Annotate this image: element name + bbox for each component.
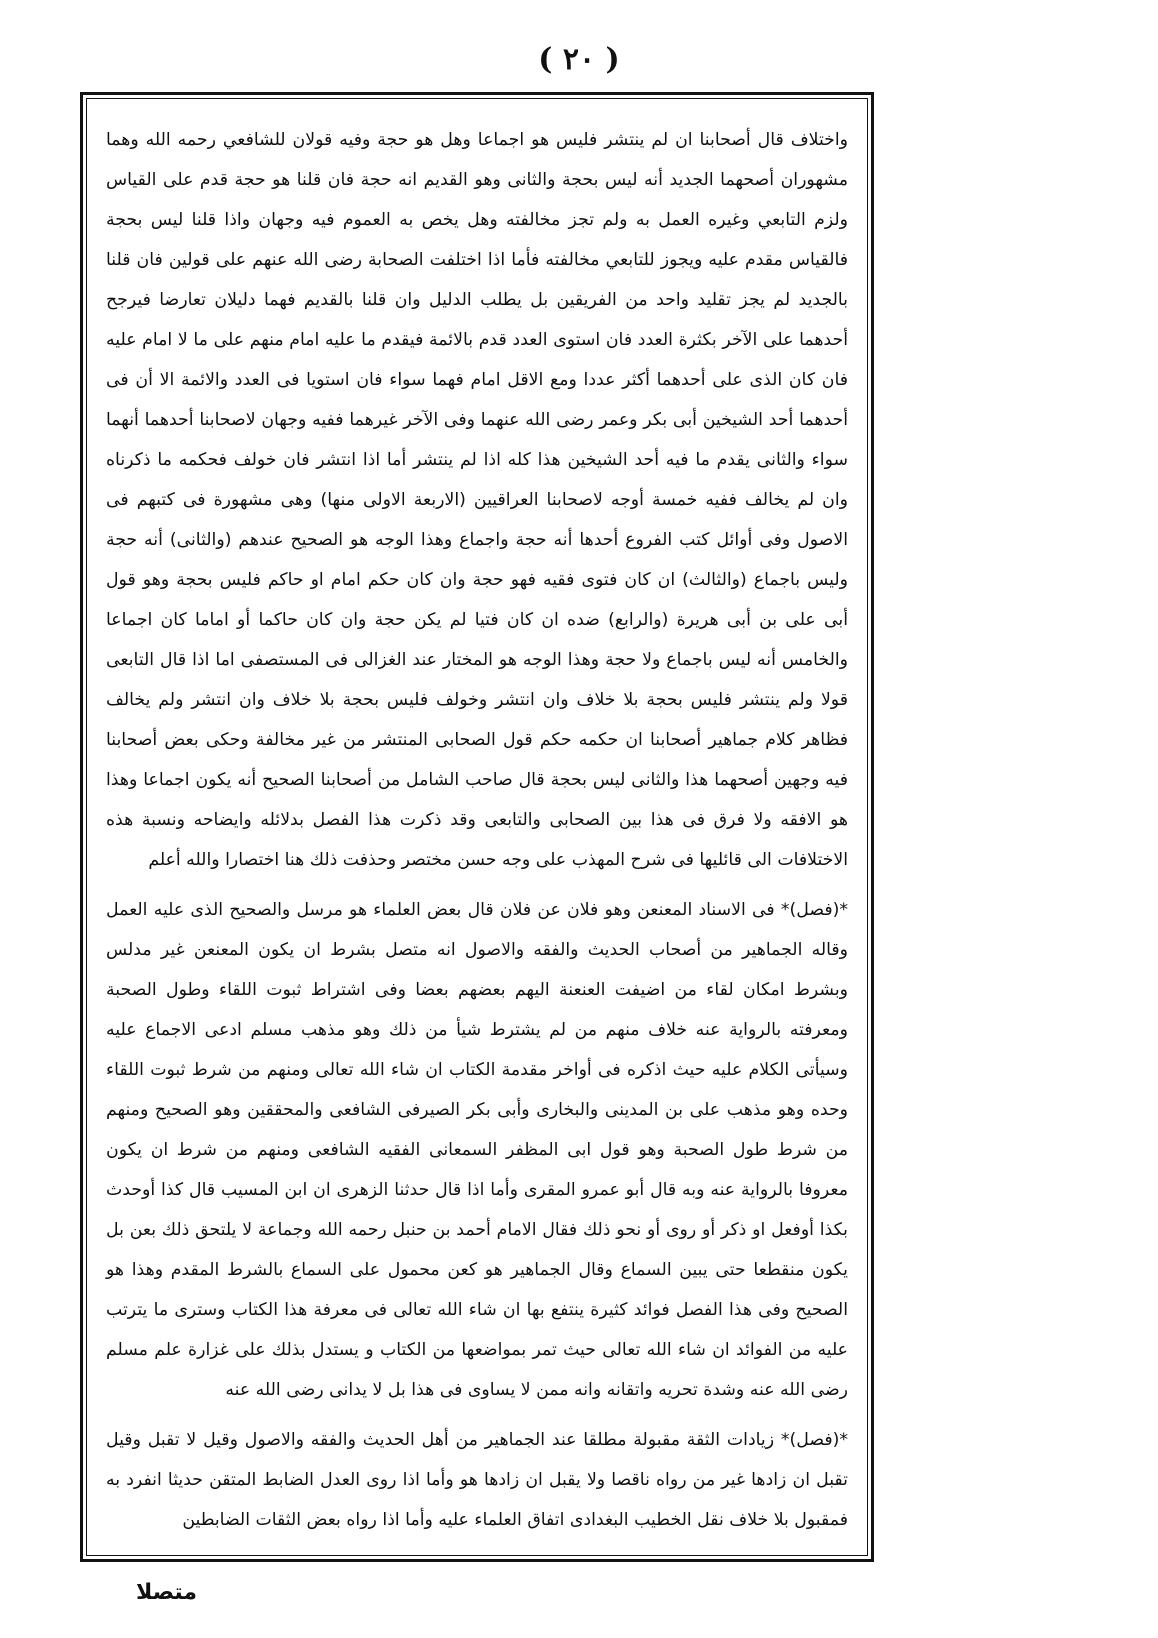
page-number: ( ٢٠ ) xyxy=(538,42,620,77)
paragraph-consensus: واختلاف قال أصحابنا ان لم ينتشر فليس هو اجماعا وهل هو حجة وفيه قولان للشافعي رحمه الله وهما مشهوران أصحهما الجديد أنه ليس بحجة والثانى وهو القديم انه حجة فان قلنا هو حجة قدم على القياس ولزم التابعي وغيره العمل به ولم تجز مخالفته وهل يخص به العموم فيه وجهان واذا قلنا ليس بحجة فالقياس مقدم عليه ويجوز للتابعي مخالفته فأما اذا اختلفت الصحابة رضى الله عنهم على قولين فان قلنا بالجديد لم يجز تقليد واحد من الفريقين بل يطلب الدليل وان قلنا بالقديم فهما دليلان تعارضا فيرجح أحدهما على الآخر بكثرة العدد فان استوى العدد قدم بالائمة فيقدم ما عليه امام منهم على ما لا امام عليه فان كان الذى على أحدهما أكثر عددا ومع الاقل امام فهما سواء فان استويا فى العدد والائمة الا أن فى أحدهما أحد الشيخين أبى بكر وعمر رضى الله عنهما وفى الآخر غيرهما ففيه وجهان لاصحابنا أحدهما أنهما سواء والثانى يقدم ما فيه أحد الشيخين هذا كله اذا لم ينتشر أما اذا انتشر فان خولف فحكمه ما ذكرناه وان لم يخالف ففيه خمسة أوجه لاصحابنا العراقيين (الاربعة الاولى منها) وهى مشهورة فى كتبهم فى الاصول وفى أوائل كتب الفروع أحدها أنه حجة واجماع وهذا الوجه هو الصحيح عندهم (والثانى) أنه حجة وليس باجماع (والثالث) ان كان فتوى فقيه فهو حجة وان كان حكم امام او حاكم فليس بحجة وهو قول أبى على بن أبى هريرة (والرابع) ضده ان كان فتيا لم يكن حجة وان كان حاكما أو اماما كان اجماعا والخامس أنه ليس باجماع ولا حجة وهذا الوجه هو المختار عند الغزالى فى المستصفى اما اذا قال التابعى قولا ولم ينتشر فليس بحجة بلا خلاف وان انتشر وخولف فليس بحجة بلا خلاف وان انتشر ولم يخالف فظاهر كلام جماهير أصحابنا ان حكمه حكم قول الصحابى المنتشر من غير مخالفة وحكى بعض أصحابنا فيه وجهين أصحهما هذا والثانى ليس بحجة قال صاحب الشامل من أصحابنا الصحيح أنه يكون اجماعا وهذا هو الافقه ولا فرق فى هذا بين الصحابى والتابعى وقد ذكرت هذا الفصل بدلائله وايضاحه ونسبة هذه الاختلافات الى قائليها فى شرح المهذب على وجه حسن مختصر وحذفت ذلك هنا اختصارا والله أعلم xyxy=(106,130,848,870)
paragraph-trustworthy-additions: *(فصل)* زيادات الثقة مقبولة مطلقا عند الجماهير من أهل الحديث والفقه والاصول وقيل لا تقبل وقيل تقبل ان زادها غير من رواه ناقصا ولا يقبل ان زادها هو وأما اذا روى العدل الضابط المتقن حديثا انفرد به فمقبول بلا خلاف نقل الخطيب البغدادى اتفاق العلماء عليه وأما اذا رواه بعض الثقات الضابطين xyxy=(106,1430,848,1530)
paragraph-muanan-chain: *(فصل)* فى الاسناد المعنعن وهو فلان عن فلان قال بعض العلماء هو مرسل والصحيح الذى عليه العمل وقاله الجماهير من أصحاب الحديث والفقه والاصول انه متصل بشرط ان يكون المعنعن غير مدلس وبشرط امكان لقاء من اضيفت العنعنة اليهم بعضهم بعضا وفى اشتراط ثبوت اللقاء وطول الصحبة ومعرفته بالرواية عنه خلاف منهم من لم يشترط شيأ من ذلك وهو مذهب مسلم ادعى الاجماع عليه وسيأتى الكلام عليه حيث اذكره فى أواخر مقدمة الكتاب ان شاء الله تعالى ومنهم من شرط ثبوت اللقاء وحده وهو مذهب على بن المدينى والبخارى وأبى بكر الصيرفى الشافعى والمحققين وهو الصحيح ومنهم من شرط طول الصحبة وهو قول ابى المظفر السمعانى الفقيه الشافعى ومنهم من شرط ان يكون معروفا بالرواية عنه وبه قال أبو عمرو المقرى وأما اذا قال حدثنا الزهرى ان ابن المسيب قال كذا أوحدث بكذا أوفعل او ذكر أو روى أو نحو ذلك فقال الامام أحمد بن حنبل رحمه الله وجماعة لا يلتحق ذلك بعن بل يكون منقطعا حتى يبين السماع وقال الجماهير هو كعن محمول على السماع بالشرط المقدم وهذا هو الصحيح وفى هذا الفصل فوائد كثيرة ينتفع بها ان شاء الله تعالى فى معرفة هذا الكتاب وسترى ما يترتب عليه من الفوائد ان شاء الله تعالى حيث تمر بمواضعها من الكتاب و يستدل بذلك على غزارة علم مسلم رضى الله عنه وشدة تحريه واتقانه وانه ممن لا يساوى فى هذا بل لا يدانى رضى الله عنه xyxy=(106,900,848,1400)
catchword: متصلا xyxy=(136,1580,197,1605)
main-text-block xyxy=(106,120,848,1545)
